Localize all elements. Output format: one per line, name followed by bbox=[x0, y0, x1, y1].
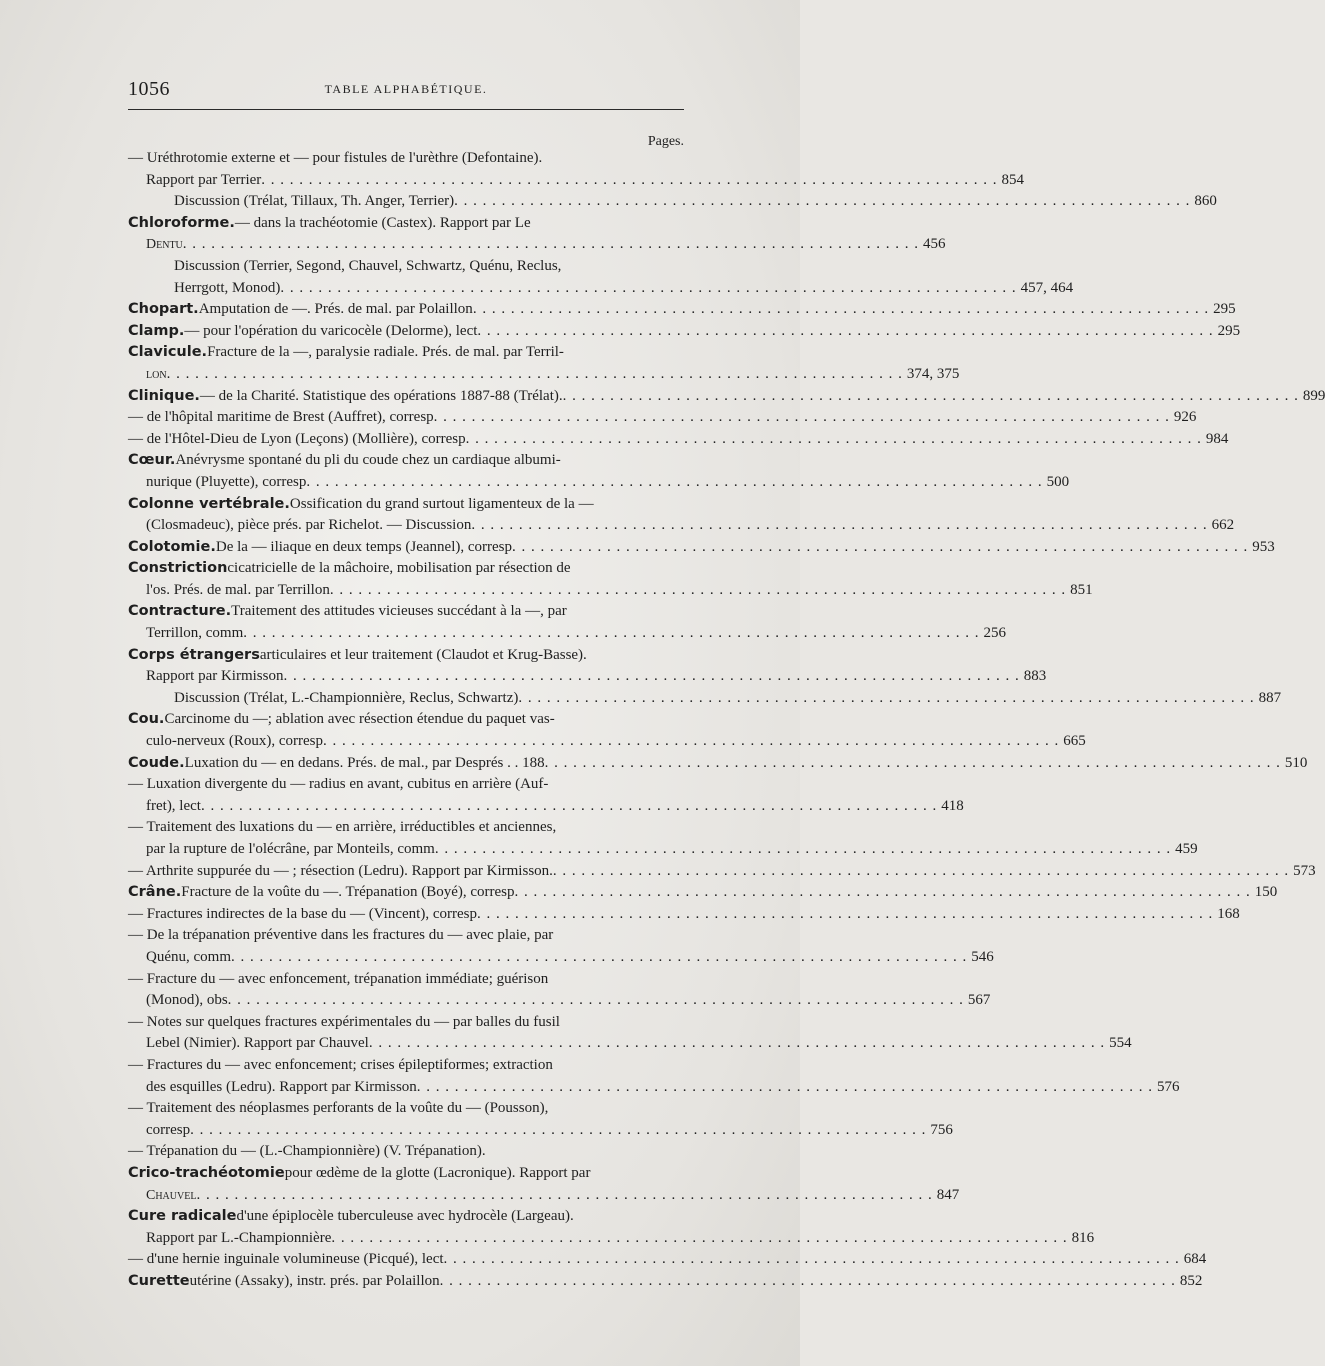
entry-text: Discussion (Terrier, Segond, Chauvel, Schwartz, Quénu, Reclus, bbox=[174, 257, 562, 274]
page-ref: 500 bbox=[1046, 473, 1070, 490]
page-ref: 295 bbox=[1213, 301, 1236, 318]
page-ref: 860 bbox=[1194, 193, 1217, 210]
entry-keyword: Clavicule. bbox=[128, 344, 208, 361]
index-line bbox=[128, 386, 1325, 408]
index-line bbox=[128, 515, 1235, 537]
entry-text: d'une épiplocèle tuberculeuse avec hydrocèle (Largeau). bbox=[236, 1208, 574, 1225]
entry-text: — de l'Hôtel-Dieu de Lyon (Leçons) (Mollière), corresp bbox=[128, 430, 466, 447]
entry-keyword: Cou. bbox=[128, 711, 165, 728]
page-ref: 456 bbox=[923, 236, 946, 253]
entry-text: — d'une hernie inguinale volumineuse (Picqué), lect bbox=[128, 1251, 444, 1268]
leader-dots bbox=[471, 515, 1207, 537]
leader-dots bbox=[183, 234, 919, 256]
index-line bbox=[128, 256, 684, 278]
index-line bbox=[128, 817, 684, 839]
index-line bbox=[128, 558, 684, 580]
entry-keyword: Cure radicale bbox=[128, 1208, 237, 1225]
page-ref: 150 bbox=[1254, 884, 1278, 901]
entry-text: — Arthrite suppurée du — ; résection (Ledru). Rapport par Kirmisson. bbox=[128, 862, 553, 879]
entry-text: Traitement des attitudes vicieuses succédant à la —, par bbox=[231, 603, 567, 620]
page-ref: 899 bbox=[1302, 387, 1325, 404]
leader-dots bbox=[435, 839, 1171, 861]
page-ref: 168 bbox=[1217, 905, 1240, 922]
index-line bbox=[128, 1012, 684, 1034]
page-ref: 665 bbox=[1063, 733, 1086, 750]
index-line bbox=[128, 904, 1240, 926]
index-line bbox=[128, 1271, 1203, 1293]
leader-dots bbox=[417, 1077, 1153, 1099]
page-ref: 256 bbox=[983, 625, 1007, 642]
entry-text: — dans la trachéotomie (Castex). Rapport par Le bbox=[234, 214, 531, 231]
entry-text: — Uréthrotomie externe et — pour fistules de l'urèthre (Defontaine). bbox=[128, 150, 543, 166]
leader-dots bbox=[228, 990, 964, 1012]
entry-text: Chauvel bbox=[146, 1187, 197, 1203]
index-line bbox=[128, 429, 1229, 451]
leader-dots bbox=[196, 1185, 932, 1207]
entry-keyword: Constriction bbox=[128, 560, 228, 577]
entry-text: Rapport par L.-Championnière bbox=[146, 1229, 332, 1246]
index-line bbox=[128, 645, 684, 667]
index-line bbox=[128, 623, 1007, 645]
index-line bbox=[128, 969, 684, 991]
leader-dots bbox=[466, 429, 1202, 451]
page-ref: 684 bbox=[1183, 1251, 1207, 1268]
leader-dots bbox=[201, 796, 937, 818]
entry-keyword: Coude. bbox=[128, 754, 185, 771]
page-header bbox=[128, 78, 684, 102]
index-line bbox=[128, 472, 1070, 494]
page-ref: 567 bbox=[967, 992, 991, 1009]
entry-text: utérine (Assaky), instr. prés. par Polaillon bbox=[189, 1272, 440, 1289]
leader-dots bbox=[369, 1033, 1105, 1055]
page-ref: 816 bbox=[1071, 1229, 1095, 1246]
leader-dots bbox=[440, 1271, 1176, 1293]
entry-text: (Closmadeuc), pièce prés. par Richelot. — Discussion bbox=[146, 517, 472, 534]
entry-keyword: Colotomie. bbox=[128, 538, 216, 555]
index-line bbox=[128, 537, 1275, 559]
leader-dots bbox=[306, 472, 1042, 494]
entry-text: — Luxation divergente du — radius en avant, cubitus en arrière (Auf- bbox=[128, 776, 549, 793]
index-line bbox=[128, 947, 994, 969]
running-title: TABLE ALPHABÉTIQUE. bbox=[324, 82, 488, 96]
index-line bbox=[128, 796, 964, 818]
page-ref: 887 bbox=[1258, 689, 1282, 706]
index-line bbox=[128, 321, 1241, 343]
entry-text: Fracture de la voûte du —. Trépanation (Boyé), corresp bbox=[181, 884, 515, 901]
leader-dots bbox=[283, 666, 1019, 688]
leader-dots bbox=[477, 321, 1213, 343]
page-ref: 573 bbox=[1293, 862, 1316, 879]
index-line bbox=[128, 191, 1217, 213]
entry-keyword: Chopart. bbox=[128, 301, 199, 318]
leader-dots bbox=[512, 537, 1248, 559]
entry-text: cicatricielle de la mâchoire, mobilisation par résection de bbox=[227, 560, 571, 577]
pages-column-label: Pages. bbox=[647, 134, 684, 149]
page-ref: 984 bbox=[1205, 430, 1229, 447]
leader-dots bbox=[477, 904, 1213, 926]
entry-text: Lebel (Nimier). Rapport par Chauvel bbox=[146, 1035, 369, 1052]
page-number: 1056 bbox=[128, 78, 170, 100]
leader-dots bbox=[473, 299, 1209, 321]
index-line bbox=[128, 580, 1093, 602]
entry-keyword: Clinique. bbox=[128, 387, 200, 404]
leader-dots bbox=[444, 1249, 1180, 1271]
leader-dots bbox=[434, 407, 1170, 429]
entry-text: Terrillon, comm bbox=[146, 625, 244, 642]
page-ref: 510 bbox=[1284, 754, 1308, 771]
entry-keyword: Crâne. bbox=[128, 884, 182, 901]
entry-text: corresp bbox=[146, 1121, 191, 1138]
leader-dots bbox=[454, 191, 1190, 213]
index-line bbox=[128, 774, 684, 796]
index-line bbox=[128, 601, 684, 623]
entry-text: Quénu, comm bbox=[146, 948, 231, 965]
entry-text: fret), lect bbox=[146, 797, 201, 814]
index-line bbox=[128, 234, 946, 256]
index-line bbox=[128, 839, 1198, 861]
index-line bbox=[128, 1077, 1180, 1099]
page-ref: 953 bbox=[1252, 538, 1275, 555]
index-line bbox=[128, 213, 684, 235]
entry-keyword: Curette bbox=[128, 1272, 190, 1289]
leader-dots bbox=[518, 688, 1254, 710]
index-line bbox=[128, 709, 684, 731]
page-ref: 554 bbox=[1109, 1035, 1132, 1052]
index-line bbox=[128, 990, 991, 1012]
index-line bbox=[128, 278, 1074, 300]
entry-text: De la — iliaque en deux temps (Jeannel), corresp bbox=[215, 538, 512, 555]
page-ref: 854 bbox=[1001, 171, 1025, 188]
leader-dots bbox=[190, 1120, 926, 1142]
entry-text: — de l'hôpital maritime de Brest (Auffret), corresp bbox=[128, 409, 434, 426]
index-line bbox=[128, 1033, 1132, 1055]
index-line bbox=[128, 1163, 684, 1185]
index-line bbox=[128, 170, 1025, 192]
index-line bbox=[128, 299, 1236, 321]
index-line bbox=[128, 688, 1282, 710]
index-line bbox=[128, 666, 1047, 688]
index-line bbox=[128, 494, 684, 516]
page-ref: 851 bbox=[1070, 581, 1093, 598]
leader-dots bbox=[515, 882, 1251, 904]
entry-text: Rapport par Kirmisson bbox=[146, 668, 284, 685]
entry-text: l'os. Prés. de mal. par Terrillon bbox=[146, 581, 330, 598]
entry-text: Herrgott, Monod) bbox=[174, 279, 281, 296]
entry-text: Rapport par Terrier bbox=[146, 171, 262, 188]
entry-keyword: Colonne vertébrale. bbox=[128, 495, 290, 512]
entry-keyword: Crico-trachéotomie bbox=[128, 1164, 285, 1181]
entry-text: Ossification du grand surtout ligamenteux de la — bbox=[289, 495, 594, 512]
entry-text: — Notes sur quelques fractures expérimentales du — par balles du fusil bbox=[128, 1013, 560, 1030]
entry-text: — Fractures indirectes de la base du — (Vincent), corresp bbox=[128, 905, 477, 922]
entry-text: Dentu bbox=[146, 237, 183, 253]
entry-text: culo-nerveux (Roux), corresp bbox=[146, 733, 324, 750]
entry-text: des esquilles (Ledru). Rapport par Kirmisson bbox=[146, 1078, 417, 1095]
entry-text: pour œdème de la glotte (Lacronique). Rapport par bbox=[284, 1164, 591, 1181]
page-ref: 847 bbox=[936, 1186, 960, 1203]
index-line bbox=[128, 1185, 960, 1207]
index-line bbox=[128, 1141, 684, 1163]
leader-dots bbox=[331, 1228, 1067, 1250]
entry-text: Carcinome du —; ablation avec résection étendue du paquet vas- bbox=[164, 711, 555, 728]
page-ref: 576 bbox=[1157, 1078, 1180, 1095]
page-ref: 459 bbox=[1175, 841, 1198, 857]
entry-text: — Fractures du — avec enfoncement; crises épileptiformes; extraction bbox=[128, 1056, 553, 1073]
leader-dots bbox=[243, 623, 979, 645]
index-line bbox=[128, 364, 960, 386]
entry-keyword: Clamp. bbox=[128, 322, 185, 339]
index-line bbox=[128, 407, 1197, 429]
leader-dots bbox=[280, 278, 1016, 300]
index-line bbox=[128, 148, 684, 170]
page-ref: 662 bbox=[1211, 517, 1235, 534]
index-line bbox=[128, 1120, 953, 1142]
index-line bbox=[128, 882, 1278, 904]
leader-dots bbox=[231, 947, 967, 969]
page-ref: 883 bbox=[1023, 668, 1047, 685]
entry-text: — Traitement des luxations du — en arrière, irréductibles et anciennes, bbox=[128, 819, 557, 836]
index-line bbox=[128, 1228, 1095, 1250]
entry-text: — Traitement des néoplasmes perforants de la voûte du — (Pousson), bbox=[128, 1100, 549, 1117]
page-ref: 374, 375 bbox=[906, 365, 960, 382]
index-line bbox=[128, 731, 1086, 753]
entry-text: (Monod), obs bbox=[146, 992, 228, 1009]
entry-keyword: Contracture. bbox=[128, 603, 232, 620]
entry-text: — de la Charité. Statistique des opérations 1887-88 (Trélat). bbox=[199, 387, 563, 404]
index-line bbox=[128, 1098, 684, 1120]
entry-text: lon bbox=[146, 366, 167, 382]
index-line bbox=[128, 1206, 684, 1228]
page-ref: 756 bbox=[930, 1121, 953, 1138]
leader-dots bbox=[553, 861, 1289, 883]
entry-text: Discussion (Trélat, Tillaux, Th. Anger, Terrier) bbox=[174, 193, 455, 210]
page-ref: 457, 464 bbox=[1020, 279, 1074, 296]
entry-text: Discussion (Trélat, L.-Championnière, Reclus, Schwartz) bbox=[174, 689, 519, 706]
leader-dots bbox=[545, 753, 1281, 775]
entry-keyword: Cœur. bbox=[128, 452, 176, 469]
index-line bbox=[128, 753, 1308, 775]
page-ref: 546 bbox=[971, 948, 994, 965]
entry-text: Anévrysme spontané du pli du coude chez un cardiaque albumi- bbox=[175, 452, 561, 469]
leader-dots bbox=[330, 580, 1066, 602]
entry-text: Luxation du — en dedans. Prés. de mal., par Després . . 188 bbox=[184, 754, 545, 771]
index-line bbox=[128, 450, 684, 472]
leader-dots bbox=[167, 364, 903, 386]
index-entries bbox=[128, 148, 1325, 1292]
index-line bbox=[128, 861, 1316, 883]
leader-dots bbox=[261, 170, 997, 192]
page-ref: 295 bbox=[1217, 322, 1241, 339]
entry-text: par la rupture de l'olécrâne, par Monteils, comm bbox=[146, 841, 435, 857]
entry-text: — De la trépanation préventive dans les fractures du — avec plaie, par bbox=[128, 927, 554, 944]
page-ref: 852 bbox=[1179, 1272, 1203, 1289]
leader-dots bbox=[563, 386, 1299, 408]
entry-text: — Fracture du — avec enfoncement, trépanation immédiate; guérison bbox=[128, 970, 549, 987]
entry-text: — Trépanation du — (L.-Championnière) (V. Trépanation). bbox=[128, 1143, 486, 1160]
entry-text: Fracture de la —, paralysie radiale. Prés. de mal. par Terril- bbox=[207, 344, 564, 361]
entry-text: Amputation de —. Prés. de mal. par Polaillon bbox=[198, 301, 473, 318]
index-line bbox=[128, 925, 684, 947]
page-ref: 418 bbox=[941, 797, 964, 814]
header-rule bbox=[128, 109, 684, 110]
entry-keyword: Chloroforme. bbox=[128, 214, 235, 231]
leader-dots bbox=[323, 731, 1059, 753]
entry-text: nurique (Pluyette), corresp bbox=[146, 473, 307, 490]
entry-text: — pour l'opération du varicocèle (Delorme), lect bbox=[184, 322, 478, 339]
page-ref: 926 bbox=[1173, 409, 1197, 426]
entry-keyword: Corps étrangers bbox=[128, 646, 260, 663]
index-line bbox=[128, 1249, 1207, 1271]
entry-text: articulaires et leur traitement (Claudot et Krug-Basse). bbox=[259, 646, 587, 663]
index-line bbox=[128, 1055, 684, 1077]
index-line bbox=[128, 342, 684, 364]
